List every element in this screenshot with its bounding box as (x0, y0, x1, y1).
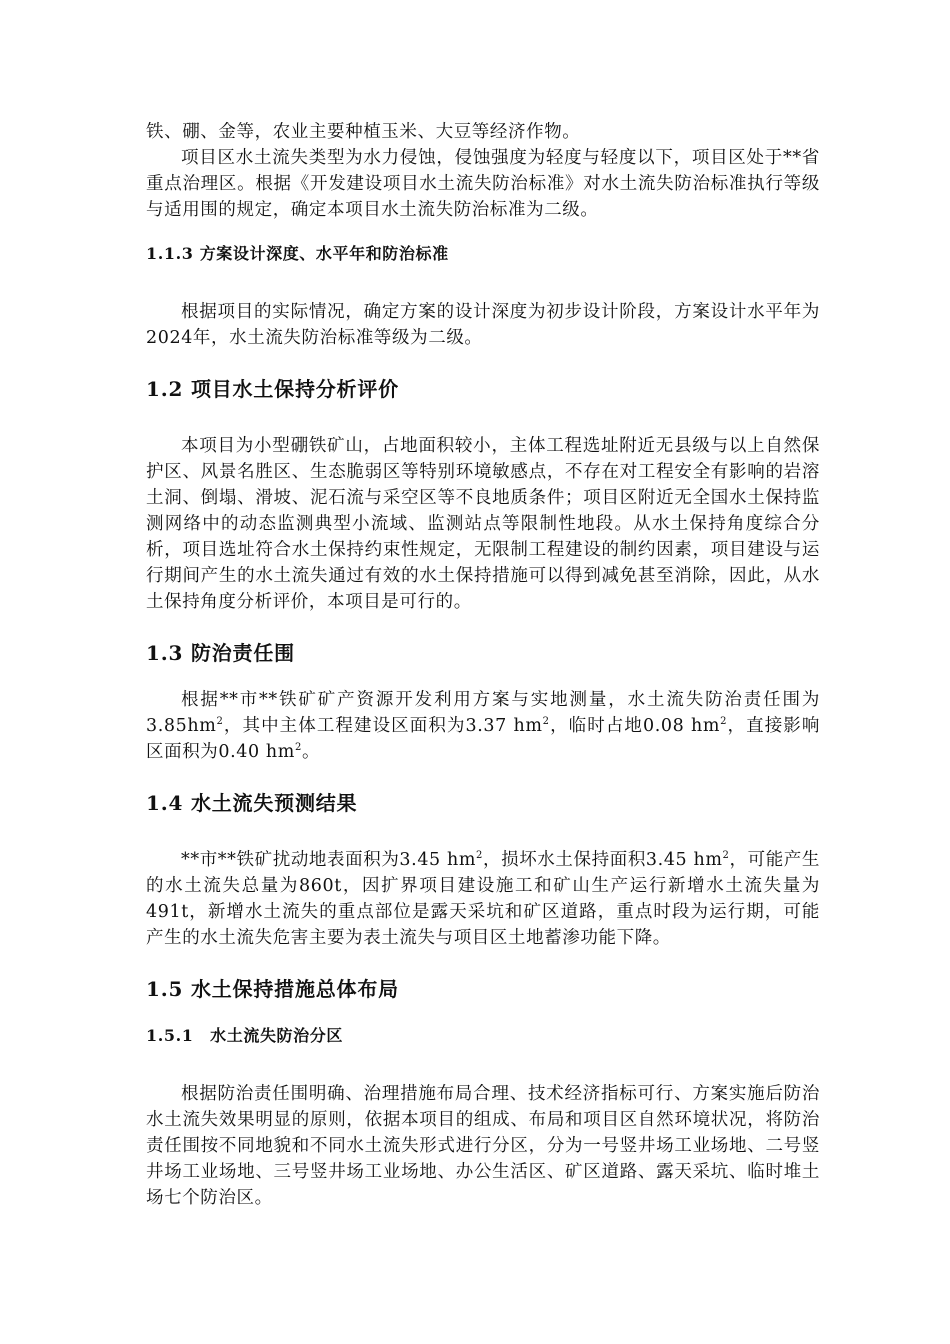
paragraph-prediction-result (146, 847, 820, 951)
heading-1-1-3: 1.1.3 方案设计深度、水平年和防治标准 (146, 244, 449, 263)
heading-1-5-1: 1.5.1 水土流失防治分区 (146, 1026, 343, 1045)
text-segment: ，可能产生的水土流失总量为860t，因扩界项目建设施工和矿山生产运行新增水土流失量为491t，新增水土流失的重点部位是露天采坑和矿区道路，重点时段为运行期，可能产生的水土流失危害主要为表土流失与项目区土地蓄渗功能下降。 (146, 850, 820, 948)
superscript: 2 (476, 850, 483, 862)
heading-1-2: 1.2 项目水土保持分析评价 (146, 377, 399, 401)
text-segment: 。 (301, 742, 321, 762)
paragraph-responsibility-area (146, 687, 820, 765)
paragraph-design-depth: 根据项目的实际情况，确定方案的设计深度为初步设计阶段，方案设计水平年为2024年，水土流失防治标准等级为二级。 (146, 302, 820, 348)
superscript: 2 (542, 716, 550, 728)
heading-1-5: 1.5 水土保持措施总体布局 (146, 977, 399, 1001)
heading-1-3: 1.3 防治责任围 (146, 641, 295, 665)
paragraph-analysis-evaluation: 本项目为小型硼铁矿山，占地面积较小，主体工程选址附近无县级与以上自然保护区、风景名胜区、生态脆弱区等特别环境敏感点，不存在对工程安全有影响的岩溶土洞、倒塌、滑坡、泥石流与采空区等不良地质条件；项目区附近无全国水土保持监测网络中的动态监测典型小流域、监测站点等限制性地段。从水土保持角度综合分析，项目选址符合水土保持约束性规定，无限制工程建设的制约因素，项目建设与运行期间产生的水土流失通过有效的水土保持措施可以得到减免甚至消除，因此，从水土保持角度分析评价，本项目是可行的。 (146, 436, 820, 612)
superscript: 2 (216, 716, 224, 728)
text-segment: ，直接影响区面积为0.40 hm (146, 716, 820, 762)
heading-1-4: 1.4 水土流失预测结果 (146, 791, 358, 815)
paragraph-erosion-type: 项目区水土流失类型为水力侵蚀，侵蚀强度为轻度与轻度以下，项目区处于**省重点治理区。根据《开发建设项目水土流失防治标准》对水土流失防治标准执行等级与适用围的规定，确定本项目水土流失防治标准为二级。 (146, 148, 820, 220)
superscript: 2 (722, 850, 730, 862)
superscript: 2 (720, 716, 728, 728)
paragraph-intro-tail: 铁、硼、金等，农业主要种植玉米、大豆等经济作物。 (146, 122, 581, 142)
text-segment: ，临时占地0.08 hm (549, 716, 721, 736)
superscript: 2 (295, 742, 302, 754)
text-segment: ，损坏水土保持面积3.45 hm (483, 850, 723, 870)
text-segment: 根据**市**铁矿矿产资源开发利用方案与实地测量，水土流失防治责任围为3.85hm (146, 690, 820, 736)
text-segment: **市**铁矿扰动地表面积为3.45 hm (181, 850, 477, 870)
text-segment: ，其中主体工程建设区面积为3.37 hm (223, 716, 543, 736)
paragraph-zoning: 根据防治责任围明确、治理措施布局合理、技术经济指标可行、方案实施后防治水土流失效果明显的原则，依据本项目的组成、布局和项目区自然环境状况，将防治责任围按不同地貌和不同水土流失形式进行分区，分为一号竖井场工业场地、二号竖井场工业场地、三号竖井场工业场地、办公生活区、矿区道路、露天采坑、临时堆土场七个防治区。 (146, 1084, 820, 1208)
